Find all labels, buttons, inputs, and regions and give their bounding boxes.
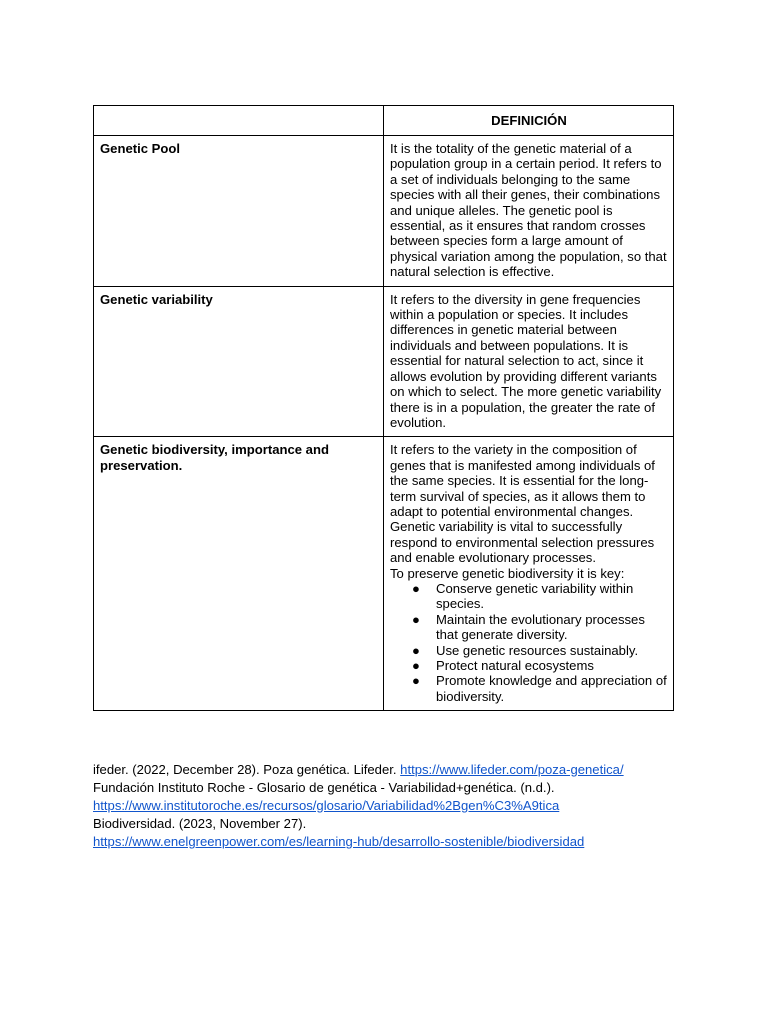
preservation-list bbox=[390, 581, 668, 704]
reference-enel-link-line bbox=[93, 833, 713, 851]
header-definition-cell: DEFINICIÓN bbox=[384, 106, 674, 136]
definitions-table bbox=[93, 105, 674, 711]
bullet-icon: ● bbox=[412, 580, 420, 596]
definition-cell bbox=[384, 437, 674, 711]
table-row bbox=[94, 136, 674, 287]
list-item-text: Protect natural ecosystems bbox=[436, 658, 594, 673]
bullet-icon: ● bbox=[412, 658, 420, 673]
table-header-row bbox=[94, 106, 674, 136]
list-item bbox=[390, 658, 668, 673]
term-cell bbox=[94, 437, 384, 711]
table-row bbox=[94, 286, 674, 437]
definition-genetic-pool: It is the totality of the genetic material of a population group in a certain period. It refers to a set of individuals belonging to the same species with all their genes, their combinations and unique alleles. The genetic pool is essential, as it ensures that random crosses between species form a large amount of physical variation among the population, so that natural selection is effective. bbox=[390, 141, 667, 280]
list-item-text: Conserve genetic variability within species. bbox=[436, 580, 634, 612]
term-cell bbox=[94, 286, 384, 437]
definition-genetic-biodiversity: It refers to the variety in the composition of genes that is manifested among individuals of the same species. It is essential for the long-term survival of species, as it allows them to adapt to potential environmental changes. Genetic variability is vital to successfully respond to environmental selection pressures and enable evolutionary processes. bbox=[390, 442, 655, 566]
reference-lifeder bbox=[93, 761, 713, 779]
bullet-icon: ● bbox=[412, 673, 420, 689]
reference-roche-link-line bbox=[93, 797, 713, 815]
list-item bbox=[390, 643, 668, 658]
list-item bbox=[390, 612, 668, 643]
list-item-text: Use genetic resources sustainably. bbox=[436, 642, 639, 658]
list-item bbox=[390, 673, 668, 704]
term-genetic-variability: Genetic variability bbox=[100, 291, 213, 307]
table-row bbox=[94, 437, 674, 711]
definition-cell bbox=[384, 136, 674, 287]
term-genetic-pool: Genetic Pool bbox=[100, 141, 181, 156]
term-genetic-biodiversity: Genetic biodiversity, importance and preservation. bbox=[100, 442, 329, 473]
definition-genetic-variability: It refers to the diversity in gene frequencies within a population or species. It includes differences in genetic material between individuals and between populations. It is essential for natural selection to act, since it allows evolution by providing different variants on which to select. The more genetic variability there is in a population, the greater the rate of evolution. bbox=[390, 291, 662, 430]
list-item-text: Maintain the evolutionary processes that generate diversity. bbox=[436, 611, 645, 643]
reference-roche bbox=[93, 779, 713, 797]
reference-text: Fundación Instituto Roche - Glosario de genética - Variabilidad+genética. (n.d.). bbox=[93, 780, 555, 795]
bullet-icon: ● bbox=[412, 611, 420, 627]
term-cell bbox=[94, 136, 384, 287]
reference-text: Biodiversidad. (2023, November 27). bbox=[93, 816, 307, 831]
list-item bbox=[390, 581, 668, 612]
reference-link[interactable]: https://www.enelgreenpower.com/es/learning-hub/desarrollo-sostenible/biodiversidad bbox=[93, 834, 585, 849]
references bbox=[93, 761, 713, 851]
reference-text: ifeder. (2022, December 28). Poza genética. Lifeder. bbox=[93, 762, 401, 777]
preserve-intro: To preserve genetic biodiversity it is key: bbox=[390, 565, 625, 581]
reference-biodiversidad bbox=[93, 815, 713, 833]
definition-cell bbox=[384, 286, 674, 437]
bullet-icon: ● bbox=[412, 642, 420, 658]
reference-link[interactable]: https://www.institutoroche.es/recursos/glosario/Variabilidad%2Bgen%C3%A9tica bbox=[93, 798, 560, 813]
reference-link[interactable]: https://www.lifeder.com/poza-genetica/ bbox=[400, 762, 624, 777]
list-item-text: Promote knowledge and appreciation of biodiversity. bbox=[436, 673, 667, 704]
header-term-cell bbox=[94, 106, 384, 136]
